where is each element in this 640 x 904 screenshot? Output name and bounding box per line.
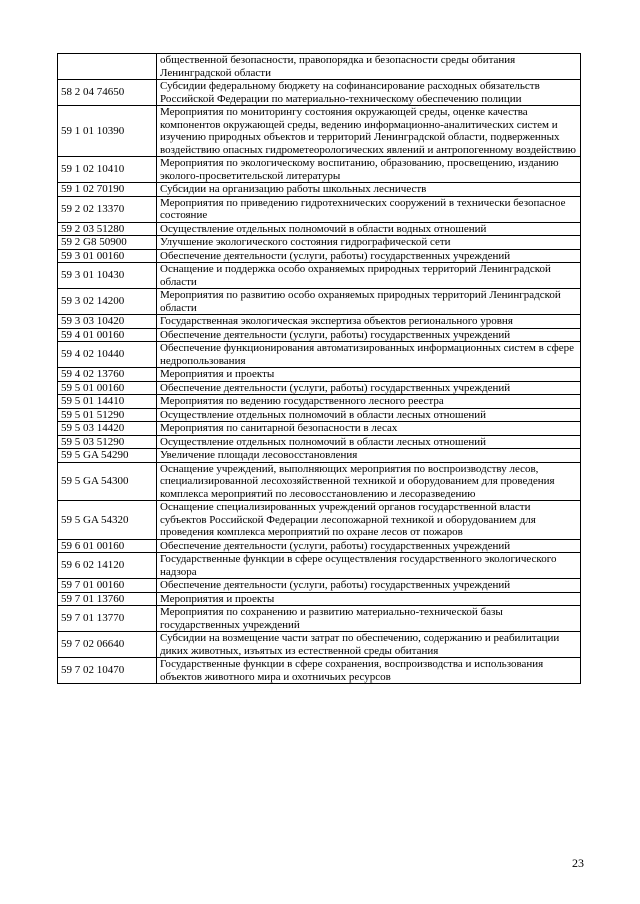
table-row	[58, 263, 581, 289]
row-code-cell: 59 6 01 00160	[58, 539, 157, 553]
table-row	[58, 106, 581, 157]
row-code-cell: 59 1 02 10410	[58, 157, 157, 183]
table-row	[58, 222, 581, 236]
row-code-cell: 59 3 02 14200	[58, 289, 157, 315]
row-code-cell: 59 1 01 10390	[58, 106, 157, 157]
row-description-cell: Мероприятия по ведению государственного лесного реестра	[157, 395, 581, 409]
table-row	[58, 553, 581, 579]
row-description-cell: Мероприятия по экологическому воспитанию, образованию, просвещению, изданию эколого-просветительской литературы	[157, 157, 581, 183]
row-code-cell: 59 2 G8 50900	[58, 236, 157, 250]
row-description-cell: общественной безопасности, правопорядка и безопасности среды обитания Ленинградской области	[157, 54, 581, 80]
table-row	[58, 449, 581, 463]
row-code-cell: 59 5 03 51290	[58, 435, 157, 449]
row-code-cell: 59 6 02 14120	[58, 553, 157, 579]
row-description-cell: Мероприятия по приведению гидротехнических сооружений в технически безопасное состояние	[157, 196, 581, 222]
table-row	[58, 501, 581, 540]
row-code-cell: 59 5 GA 54320	[58, 501, 157, 540]
row-description-cell: Мероприятия по санитарной безопасности в лесах	[157, 422, 581, 436]
row-description-cell: Субсидии на организацию работы школьных лесничеств	[157, 183, 581, 197]
table-row	[58, 80, 581, 106]
table-row	[58, 422, 581, 436]
row-code-cell: 59 5 01 00160	[58, 381, 157, 395]
row-code-cell: 59 5 GA 54290	[58, 449, 157, 463]
table-row	[58, 592, 581, 606]
row-code-cell: 59 3 01 00160	[58, 249, 157, 263]
row-code-cell: 59 1 02 70190	[58, 183, 157, 197]
table-row	[58, 658, 581, 684]
row-code-cell: 59 7 02 06640	[58, 632, 157, 658]
row-description-cell: Обеспечение деятельности (услуги, работы) государственных учреждений	[157, 249, 581, 263]
row-code-cell: 58 2 04 74650	[58, 80, 157, 106]
row-description-cell: Обеспечение деятельности (услуги, работы) государственных учреждений	[157, 579, 581, 593]
row-description-cell: Увеличение площади лесовосстановления	[157, 449, 581, 463]
table-row	[58, 435, 581, 449]
row-code-cell: 59 4 02 13760	[58, 368, 157, 382]
row-code-cell: 59 5 01 51290	[58, 408, 157, 422]
table-row	[58, 368, 581, 382]
row-code-cell: 59 3 03 10420	[58, 315, 157, 329]
row-description-cell: Государственные функции в сфере осуществления государственного экологического надзора	[157, 553, 581, 579]
row-description-cell: Субсидии федеральному бюджету на софинансирование расходных обязательств Российской Федерации по материально-техническому обеспечению полиции	[157, 80, 581, 106]
row-description-cell: Субсидии на возмещение части затрат по обеспечению, содержанию и реабилитации диких животных, изъятых из естественной среды обитания	[157, 632, 581, 658]
row-code-cell: 59 7 01 13770	[58, 606, 157, 632]
budget-codes-table	[57, 53, 581, 684]
row-description-cell: Обеспечение функционирования автоматизированных информационных систем в сфере недропользования	[157, 342, 581, 368]
row-code-cell: 59 5 03 14420	[58, 422, 157, 436]
table-row	[58, 606, 581, 632]
page-number: 23	[572, 856, 584, 870]
table-row	[58, 381, 581, 395]
table-row	[58, 539, 581, 553]
row-description-cell: Мероприятия по мониторингу состояния окружающей среды, оценке качества компонентов окружающей среды, ведению информационно-аналитических систем и изучению природных объектов и территорий Ленинградской области, подверженных воздействию опасных гидрометеорологических явлений и антропогенному воздействию	[157, 106, 581, 157]
row-description-cell: Государственная экологическая экспертиза объектов регионального уровня	[157, 315, 581, 329]
row-code-cell: 59 2 03 51280	[58, 222, 157, 236]
row-description-cell: Государственные функции в сфере сохранения, воспроизводства и использования объектов животного мира и охотничьих ресурсов	[157, 658, 581, 684]
table-row	[58, 632, 581, 658]
table-row	[58, 579, 581, 593]
table-row	[58, 462, 581, 501]
row-description-cell: Оснащение и поддержка особо охраняемых природных территорий Ленинградской области	[157, 263, 581, 289]
row-description-cell: Оснащение специализированных учреждений органов государственной власти субъектов Российской Федерации лесопожарной техникой и оборудованием для проведения комплекса мероприятий по охране лесов от пожаров	[157, 501, 581, 540]
row-code-cell: 59 2 02 13370	[58, 196, 157, 222]
row-code-cell: 59 7 02 10470	[58, 658, 157, 684]
row-code-cell: 59 4 02 10440	[58, 342, 157, 368]
row-code-cell	[58, 54, 157, 80]
table-row	[58, 157, 581, 183]
table-row	[58, 196, 581, 222]
row-description-cell: Мероприятия и проекты	[157, 368, 581, 382]
table-row	[58, 289, 581, 315]
row-code-cell: 59 3 01 10430	[58, 263, 157, 289]
table-row	[58, 315, 581, 329]
row-code-cell: 59 4 01 00160	[58, 328, 157, 342]
row-code-cell: 59 7 01 13760	[58, 592, 157, 606]
table-row	[58, 395, 581, 409]
row-code-cell: 59 5 01 14410	[58, 395, 157, 409]
row-description-cell: Обеспечение деятельности (услуги, работы) государственных учреждений	[157, 381, 581, 395]
table-row	[58, 328, 581, 342]
row-description-cell: Осуществление отдельных полномочий в области водных отношений	[157, 222, 581, 236]
row-description-cell: Оснащение учреждений, выполняющих мероприятия по воспроизводству лесов, специализированной лесохозяйственной техникой и оборудованием для проведения комплекса мероприятий по лесовосстановлению и лесоразведению	[157, 462, 581, 501]
table-body	[58, 54, 581, 684]
table-row	[58, 408, 581, 422]
table-row	[58, 54, 581, 80]
row-description-cell: Мероприятия по сохранению и развитию материально-технической базы государственных учреждений	[157, 606, 581, 632]
row-description-cell: Осуществление отдельных полномочий в области лесных отношений	[157, 435, 581, 449]
row-description-cell: Обеспечение деятельности (услуги, работы) государственных учреждений	[157, 539, 581, 553]
table-row	[58, 249, 581, 263]
table-row	[58, 236, 581, 250]
row-description-cell: Мероприятия и проекты	[157, 592, 581, 606]
table-row	[58, 342, 581, 368]
row-description-cell: Улучшение экологического состояния гидрографической сети	[157, 236, 581, 250]
table-row	[58, 183, 581, 197]
row-code-cell: 59 7 01 00160	[58, 579, 157, 593]
row-description-cell: Обеспечение деятельности (услуги, работы) государственных учреждений	[157, 328, 581, 342]
row-description-cell: Мероприятия по развитию особо охраняемых природных территорий Ленинградской области	[157, 289, 581, 315]
row-code-cell: 59 5 GA 54300	[58, 462, 157, 501]
row-description-cell: Осуществление отдельных полномочий в области лесных отношений	[157, 408, 581, 422]
